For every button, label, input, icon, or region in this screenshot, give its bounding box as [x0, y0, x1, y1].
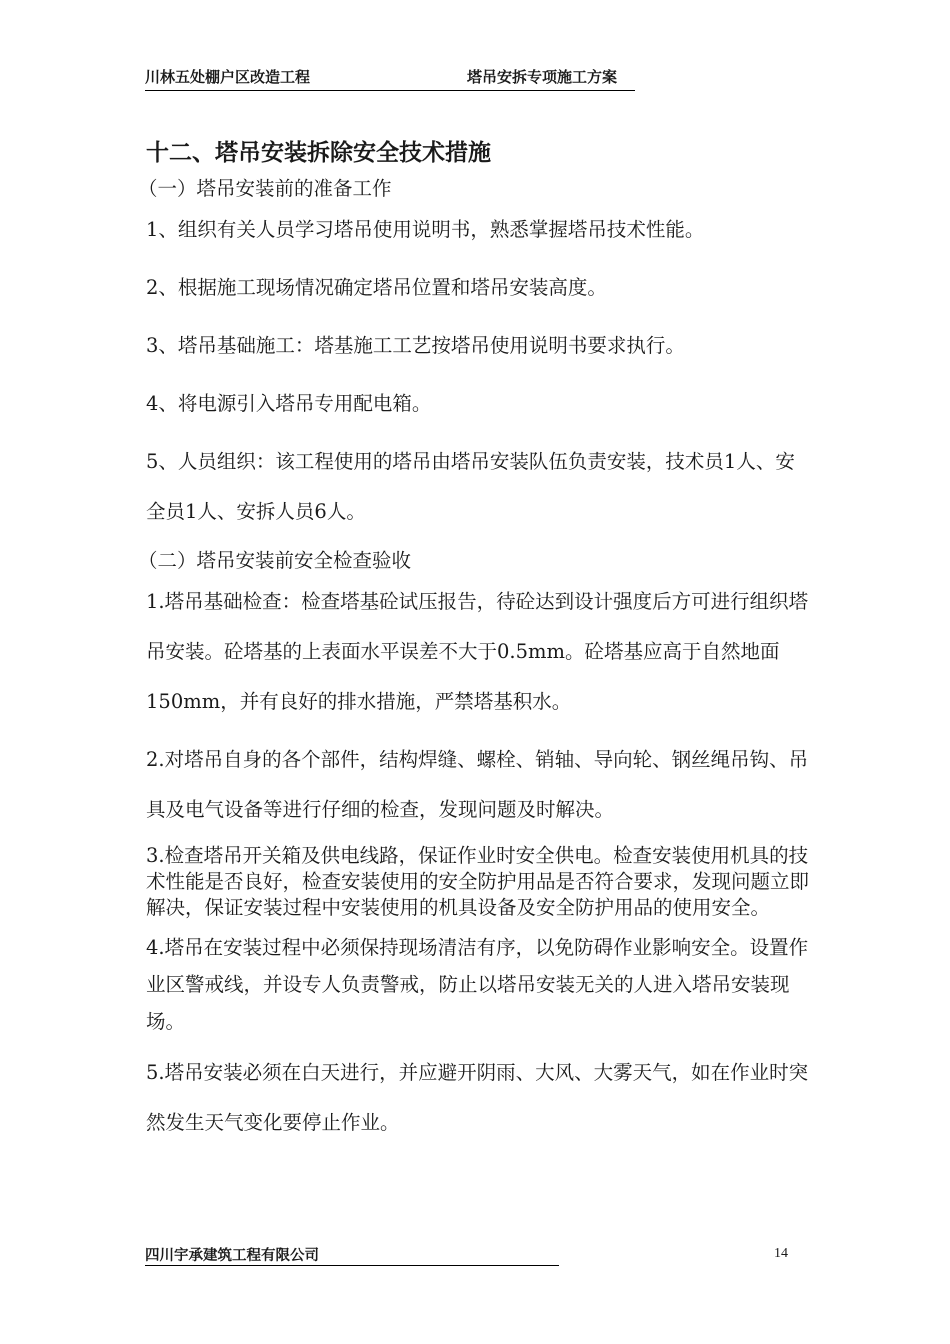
section-title: 十二、塔吊安装拆除安全技术措施	[146, 140, 491, 166]
page-header	[145, 64, 635, 91]
document-body	[138, 133, 811, 1156]
list-item: 4.塔吊在安装过程中必须保持现场清洁有序，以免防碍作业影响安全。设置作业区警戒线，并设专人负责警戒，防止以塔吊安装无关的人进入塔吊安装现场。	[146, 936, 809, 1033]
list-item: 3、塔吊基础施工：塔基施工工艺按塔吊使用说明书要求执行。	[146, 334, 685, 357]
footer-company-name: 四川宇承建筑工程有限公司	[145, 1248, 319, 1264]
header-document-title: 塔吊安拆专项施工方案	[467, 68, 618, 86]
subsection-title: （二）塔吊安装前安全检查验收	[138, 549, 412, 572]
list-item: 5、人员组织：该工程使用的塔吊由塔吊安装队伍负责安装，技术员1人、安全员1人、安拆人员6人。	[146, 450, 795, 523]
header-project-name: 川林五处棚户区改造工程	[145, 68, 311, 86]
page-number: 14	[774, 1246, 788, 1261]
list-item: 5.塔吊安装必须在白天进行，并应避开阴雨、大风、大雾天气，如在作业时突然发生天气变化要停止作业。	[146, 1061, 809, 1134]
list-item: 4、将电源引入塔吊专用配电箱。	[146, 392, 432, 415]
list-item: 2、根据施工现场情况确定塔吊位置和塔吊安装高度。	[146, 276, 607, 299]
list-item: 3.检查塔吊开关箱及供电线路，保证作业时安全供电。检查安装使用机具的技术性能是否良好，检查安装使用的安全防护用品是否符合要求，发现问题立即解决，保证安装过程中安装使用的机具设备及安全防护用品的使用安全。	[146, 844, 810, 919]
page-footer	[145, 1244, 559, 1266]
subsection-title: （一）塔吊安装前的准备工作	[138, 177, 392, 200]
list-item: 1、组织有关人员学习塔吊使用说明书，熟悉掌握塔吊技术性能。	[146, 218, 705, 241]
list-item: 1.塔吊基础检查：检查塔基砼试压报告，待砼达到设计强度后方可进行组织塔吊安装。砼塔基的上表面水平误差不大于0.5mm。砼塔基应高于自然地面150mm，并有良好的排水措施，严禁塔基积水。	[146, 590, 809, 713]
list-item: 2.对塔吊自身的各个部件，结构焊缝、螺栓、销轴、导向轮、钢丝绳吊钩、吊具及电气设备等进行仔细的检查，发现问题及时解决。	[146, 748, 809, 821]
